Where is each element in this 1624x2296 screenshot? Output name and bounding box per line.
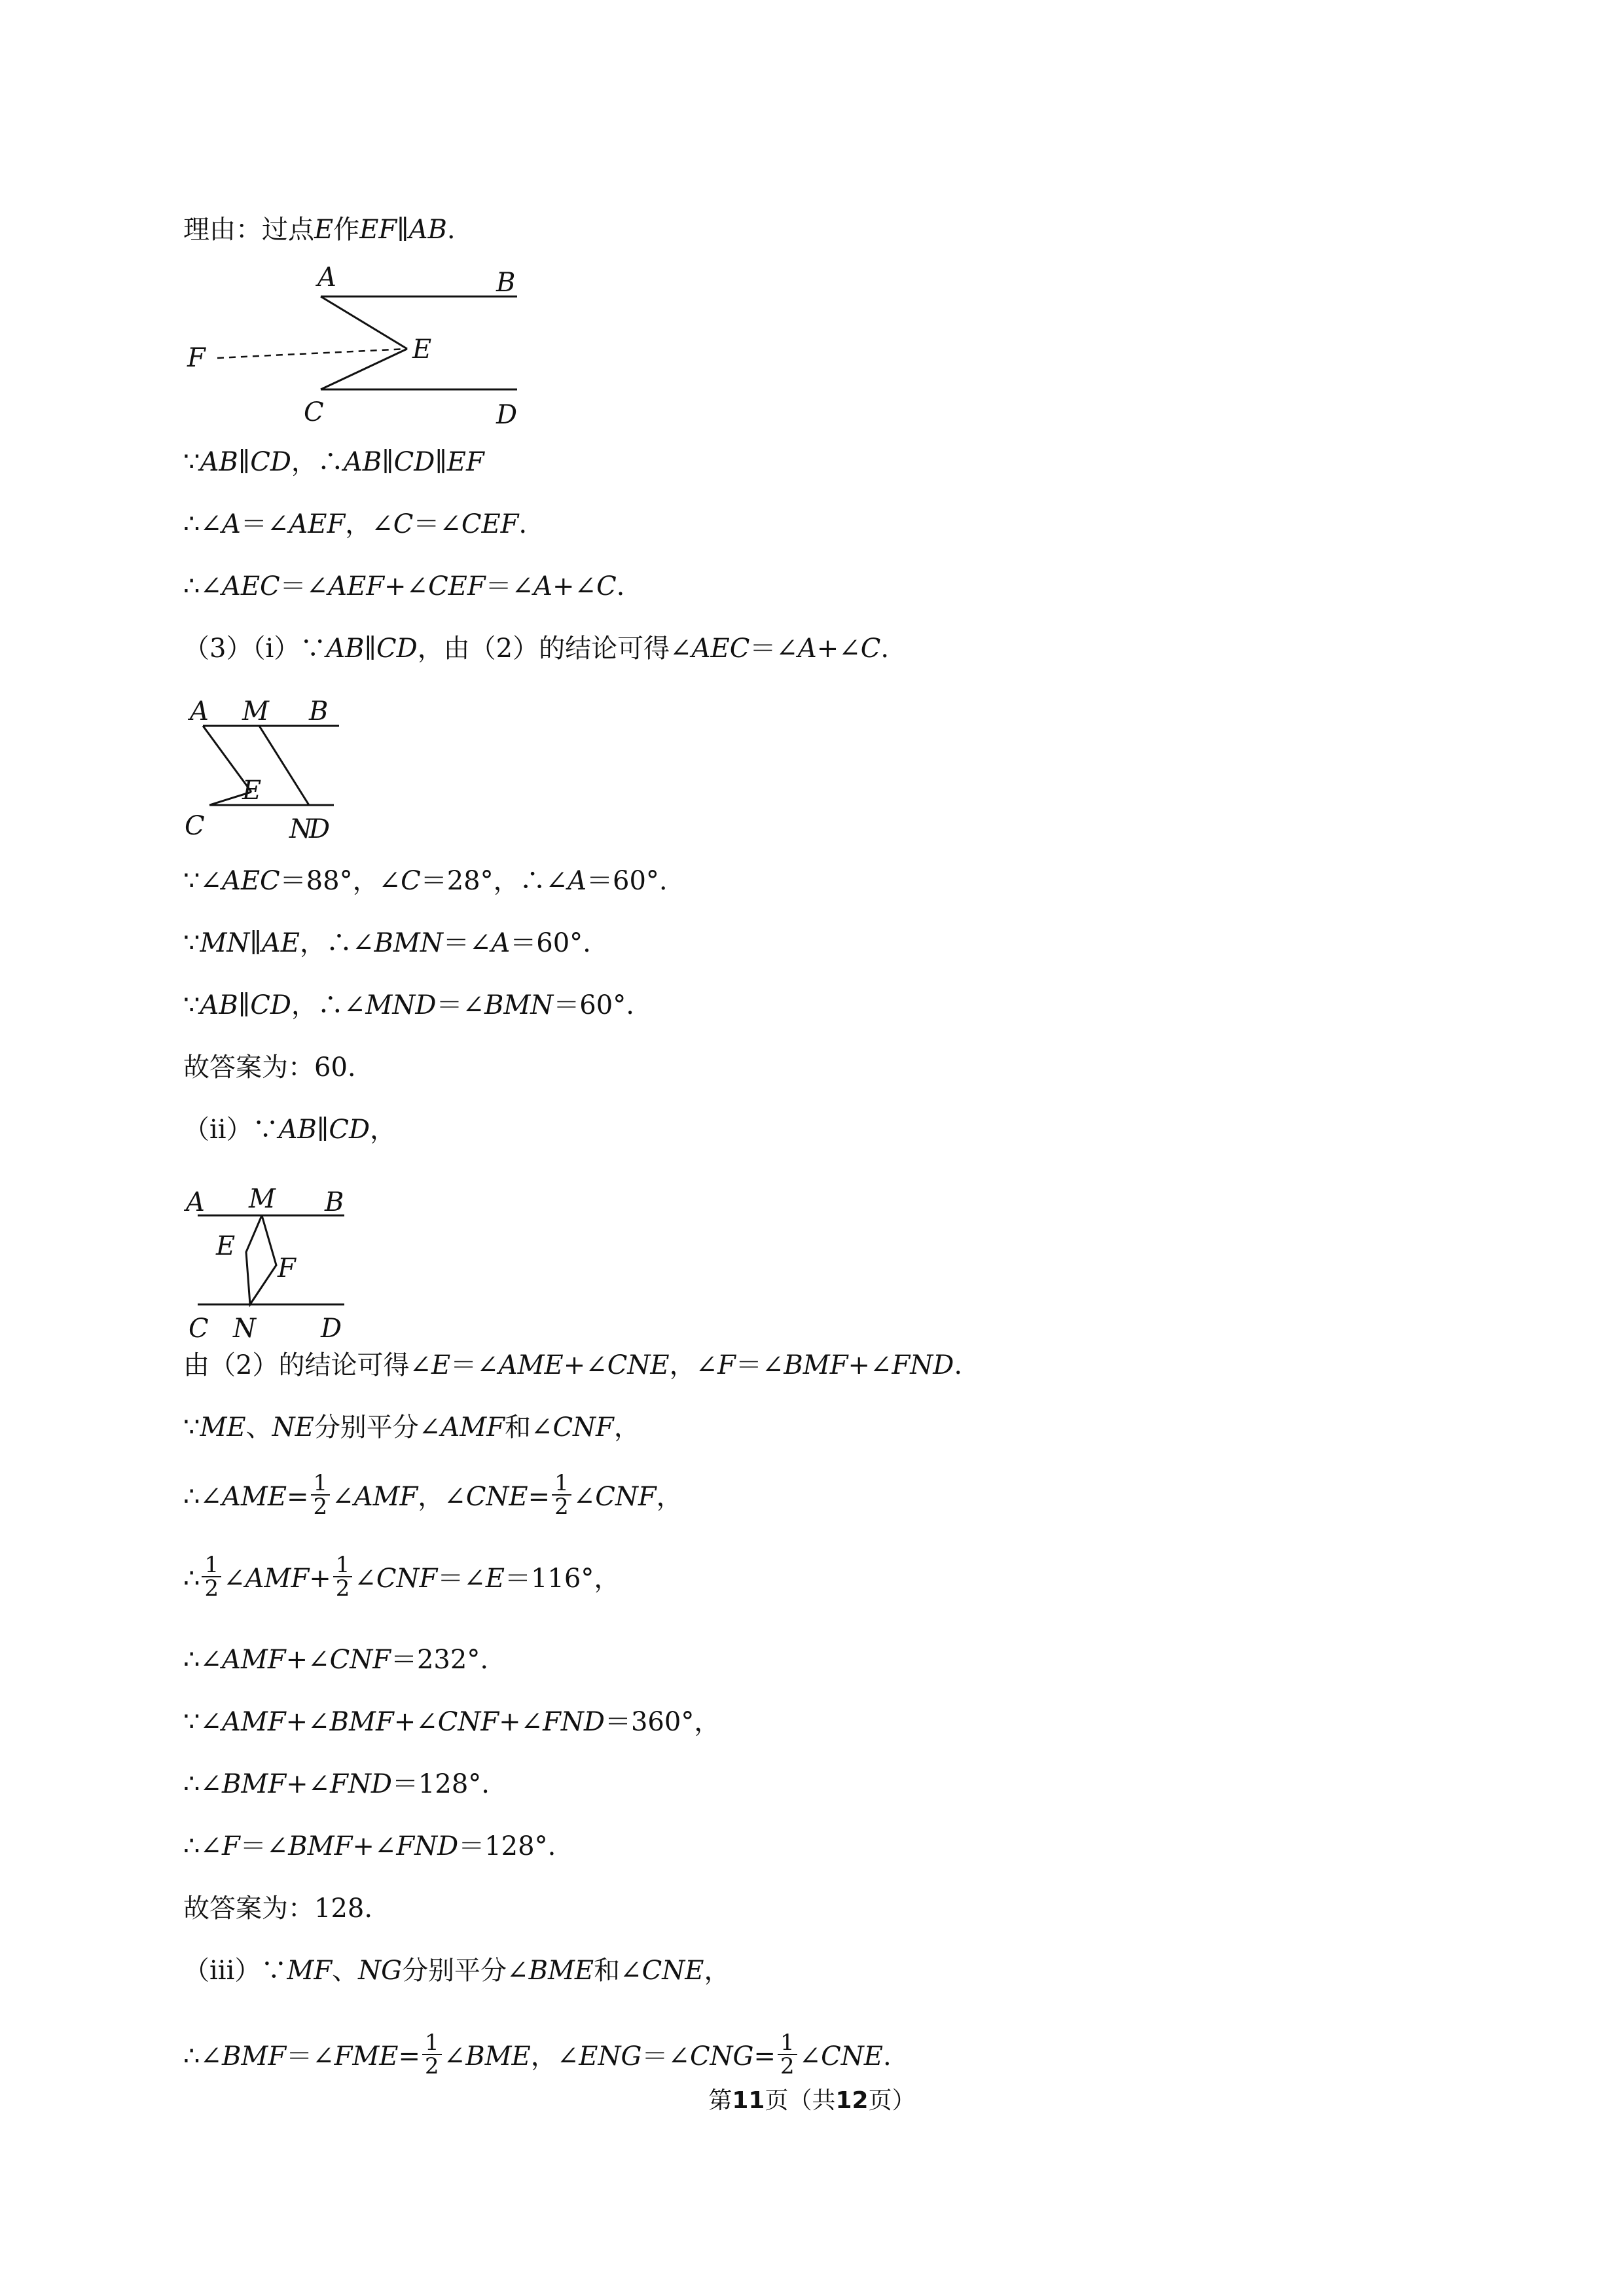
text-segment: +∠ [499,1707,543,1737]
text-segment: +∠ [352,1831,397,1861]
text-segment: ∠ [332,1482,354,1512]
text-segment: ＝128°. [391,1769,490,1799]
text-segment: ， [704,1956,731,1986]
page-footer [0,2087,1624,2115]
math-symbol: AMF [221,1645,286,1675]
math-symbol: BMF [221,1769,287,1799]
text-segment: = [753,2041,776,2072]
text-segment: +∠ [285,1645,330,1675]
text-segment: ∵ [183,928,200,958]
fraction-denominator: 2 [554,1494,569,1520]
fraction-numerator: 1 [778,2032,797,2055]
label-f: F [278,1253,296,1283]
text-segment: ，∠ [530,2041,579,2072]
footer-page-number: 11 [732,2087,765,2114]
label-a: A [317,262,336,293]
math-symbol: CEF [428,571,486,601]
line-f-128 [183,1829,556,1863]
label-m: M [249,1184,276,1214]
math-symbol: AB∥CD [326,634,418,664]
math-symbol: FND [396,1831,459,1861]
label-e: E [216,1231,236,1261]
math-symbol: AEC [221,866,280,896]
math-symbol: CNF [376,1564,438,1594]
fraction [311,1472,331,1518]
math-symbol: FND [892,1350,954,1380]
math-symbol: AMF [245,1564,310,1594]
math-symbol: EF∥AB [359,215,447,245]
text-segment: ， [370,1115,397,1145]
text-segment: （iii）∵ [183,1956,287,1986]
segment-mn [259,726,309,805]
text-segment: ＝60°. [510,928,591,958]
math-symbol: AMF [221,1707,286,1737]
label-c: C [304,397,324,427]
math-symbol: BMF [221,2041,287,2072]
figure-mn-parallel-ae [183,691,353,854]
line-sum-360 [183,1705,720,1739]
text-segment: ∵∠ [183,1707,222,1737]
math-symbol: ME [200,1412,246,1443]
figure-parallel-lines-e [183,262,537,430]
math-symbol: NG [358,1956,403,1986]
label-b: B [496,268,516,298]
label-e: E [242,776,262,806]
text-segment: ，∠ [345,509,393,539]
fraction-denominator: 2 [204,1575,219,1602]
text-segment: +∠ [848,1350,892,1380]
label-d: D [309,814,331,844]
text-segment: ∵ [183,990,200,1020]
text-segment: . [518,509,528,539]
math-symbol: F [717,1350,736,1380]
math-symbol: AMF [353,1482,418,1512]
line-answer-1 [183,1050,356,1085]
label-e: E [412,334,432,365]
math-symbol: AB∥CD [278,1115,370,1145]
text-segment: ＝∠ [280,571,329,601]
text-segment: 、 [245,1412,272,1443]
fraction [422,2032,442,2077]
label-c: C [189,1314,209,1344]
text-segment: 分别平分∠ [314,1412,441,1443]
footer-middle: 页（共 [765,2087,836,2114]
line-sum-128 [183,1767,490,1801]
math-symbol: ENG [579,2041,642,2072]
text-segment: +∠ [563,1350,607,1380]
text-segment: . [954,1350,963,1380]
text-segment: 作 [333,215,360,245]
line-because-4 [183,988,634,1022]
text-segment: ，∴ [291,447,344,477]
math-symbol: FND [330,1769,392,1799]
fraction-denominator: 2 [335,1575,350,1602]
text-segment: ，∴∠ [299,928,374,958]
text-segment: +∠ [285,1707,330,1737]
text-segment: +∠ [393,1707,438,1737]
text-segment: 分别平分∠ [402,1956,529,1986]
text-segment: 和∠ [504,1412,553,1443]
text-segment: ∴∠ [183,1645,222,1675]
line-bisect-1 [183,1410,640,1444]
math-symbol: NE [272,1412,314,1443]
math-symbol: BMN [484,990,554,1020]
line-therefore-2 [183,569,624,603]
text-segment: 和∠ [594,1956,642,1986]
text-segment: ∴∠ [183,2041,222,2072]
fraction-denominator: 2 [313,1494,328,1520]
text-segment: ∠ [799,2041,821,2072]
text-segment: ∠ [354,1564,376,1594]
line-half-2 [183,1552,621,1602]
line-therefore-1 [183,507,527,541]
line-sum-232 [183,1643,488,1677]
text-segment: （ii）∵ [183,1115,279,1145]
math-symbol: C [860,634,881,664]
math-symbol: MN∥AE [200,928,300,958]
line-answer-2 [183,1892,372,1926]
math-symbol: CNE [641,1956,704,1986]
math-symbol: A [568,866,587,896]
math-symbol: AB∥CD [200,990,291,1020]
text-segment: ＝232°. [390,1645,489,1675]
math-symbol: BMF [288,1831,353,1861]
text-segment: ∠ [443,2041,466,2072]
math-symbol: C [401,866,421,896]
text-segment: ＝360°， [604,1707,721,1737]
label-c: C [185,811,205,841]
line-part3-iii [183,1954,730,1988]
text-segment: = [528,1482,550,1512]
text-segment: ，∴∠ [291,990,366,1020]
text-segment: ＝∠ [450,1350,499,1380]
math-symbol: A [491,928,511,958]
text-segment: 故答案为：60. [183,1052,356,1083]
text-segment: . [446,215,456,245]
text-segment: 故答案为：128. [183,1893,373,1924]
math-symbol: CEF [461,509,519,539]
text-segment: ＝∠ [485,571,534,601]
math-symbol: CNE [607,1350,670,1380]
line-because-1 [183,445,484,479]
fraction [552,1472,571,1518]
line-half-1 [183,1470,683,1520]
text-segment: +∠ [816,634,861,664]
math-symbol: AME [498,1350,564,1380]
math-symbol: A [221,509,241,539]
text-segment: ＝∠ [436,990,484,1020]
text-segment: ＝28°，∴∠ [420,866,568,896]
line-part3-ii [183,1113,396,1147]
math-symbol: C [393,509,414,539]
text-segment: ， [656,1482,683,1512]
line-from-2 [183,1348,962,1382]
math-symbol: E [314,215,334,245]
math-symbol: CNF [595,1482,657,1512]
footer-total-pages: 12 [835,2087,869,2114]
text-segment: 理由：过点 [183,215,314,245]
text-segment: ＝∠ [413,509,461,539]
math-symbol: F [221,1831,240,1861]
text-segment: +∠ [384,571,429,601]
text-segment: ＝88°，∠ [280,866,401,896]
fraction-numerator: 1 [202,1554,221,1577]
label-m: M [242,696,269,726]
text-segment: ＝128°. [458,1831,556,1861]
footer-prefix: 第 [708,2087,732,2114]
text-segment: ∴ [183,1564,200,1594]
fraction-denominator: 2 [780,2053,795,2079]
fraction-numerator: 1 [311,1472,331,1496]
math-symbol: BMN [374,928,443,958]
math-symbol: BME [465,2041,531,2072]
text-segment: ∴∠ [183,1831,222,1861]
text-segment: . [882,2041,892,2072]
text-segment: +∠ [286,1769,331,1799]
footer-suffix: 页） [868,2087,916,2114]
math-symbol: AEC [221,571,280,601]
text-segment: ∠ [223,1564,245,1594]
text-segment: + [309,1564,331,1594]
text-segment: ∴∠ [183,509,222,539]
math-symbol: C [596,571,617,601]
label-b: B [325,1187,344,1217]
math-symbol: MND [365,990,437,1020]
math-symbol: AMF [441,1412,505,1443]
text-segment: ＝∠ [735,1350,784,1380]
math-symbol: BME [528,1956,594,1986]
text-segment: . [880,634,890,664]
math-symbol: A [797,634,817,664]
text-segment: ＝60°. [553,990,634,1020]
text-segment: ＝∠ [749,634,798,664]
label-d: D [321,1314,342,1344]
figure-quadrilateral-menf [183,1181,367,1345]
text-segment: ，由（2）的结论可得∠ [417,634,692,664]
label-n: N [289,814,312,844]
text-segment: ， [613,1412,640,1443]
math-symbol: AB∥CD [200,447,291,477]
line-part3-i [183,632,889,666]
math-symbol: FND [543,1707,605,1737]
text-segment: +∠ [552,571,597,601]
text-segment: ＝60°. [586,866,668,896]
line-because-3 [183,926,591,960]
math-symbol: BMF [784,1350,848,1380]
math-symbol: CNE [465,1482,528,1512]
math-symbol: CNG [689,2041,754,2072]
math-symbol: AEF [328,571,385,601]
fraction-denominator: 2 [425,2053,439,2079]
math-symbol: BMF [329,1707,394,1737]
text-segment: ∵ [183,1412,200,1443]
math-symbol: CNF [329,1645,391,1675]
text-segment: . [616,571,625,601]
text-segment: ＝116°， [504,1564,621,1594]
math-symbol: E [485,1564,505,1594]
text-segment: = [287,1482,309,1512]
quadrilateral-menf [246,1215,276,1304]
text-segment: ＝∠ [240,509,289,539]
fraction [202,1554,221,1600]
math-symbol: AEF [289,509,346,539]
line-reason [183,213,456,247]
label-a: A [186,1187,205,1217]
text-segment: （3）（i）∵ [183,634,327,664]
text-segment: ∵ [183,447,200,477]
segment-ef-dashed [217,349,407,358]
math-symbol: CNF [437,1707,499,1737]
math-symbol: A [533,571,553,601]
math-symbol: AME [221,1482,287,1512]
segment-ae [321,296,407,349]
math-symbol: FME [334,2041,399,2072]
label-a: A [190,696,209,726]
math-symbol: AB∥CD∥EF [343,447,484,477]
text-segment: ，∠ [669,1350,718,1380]
text-segment: ＝∠ [437,1564,486,1594]
text-segment: ∠ [573,1482,596,1512]
fraction-numerator: 1 [422,2032,442,2055]
text-segment: ，∠ [418,1482,466,1512]
label-d: D [496,400,518,430]
segment-ce [321,349,407,389]
fraction-numerator: 1 [333,1554,353,1577]
math-symbol: CNF [552,1412,614,1443]
text-segment: 由（2）的结论可得∠ [183,1350,431,1380]
text-segment: ＝∠ [442,928,492,958]
math-symbol: CNE [821,2041,883,2072]
label-n: N [233,1314,256,1344]
text-segment: ∴∠ [183,571,222,601]
text-segment: ∵∠ [183,866,222,896]
label-f: F [187,343,206,373]
line-because-2 [183,864,668,898]
fraction-numerator: 1 [552,1472,571,1496]
math-symbol: AEC [691,634,750,664]
fraction [333,1554,353,1600]
fraction [778,2032,797,2077]
text-segment: = [398,2041,421,2072]
line-half-3 [183,2030,892,2079]
math-symbol: MF [287,1956,333,1986]
text-segment: ＝∠ [286,2041,334,2072]
text-segment: ∴∠ [183,1769,222,1799]
text-segment: ＝∠ [240,1831,289,1861]
math-symbol: E [431,1350,451,1380]
text-segment: ∴∠ [183,1482,222,1512]
text-segment: ＝∠ [641,2041,690,2072]
label-b: B [309,696,329,726]
text-segment: 、 [332,1956,359,1986]
